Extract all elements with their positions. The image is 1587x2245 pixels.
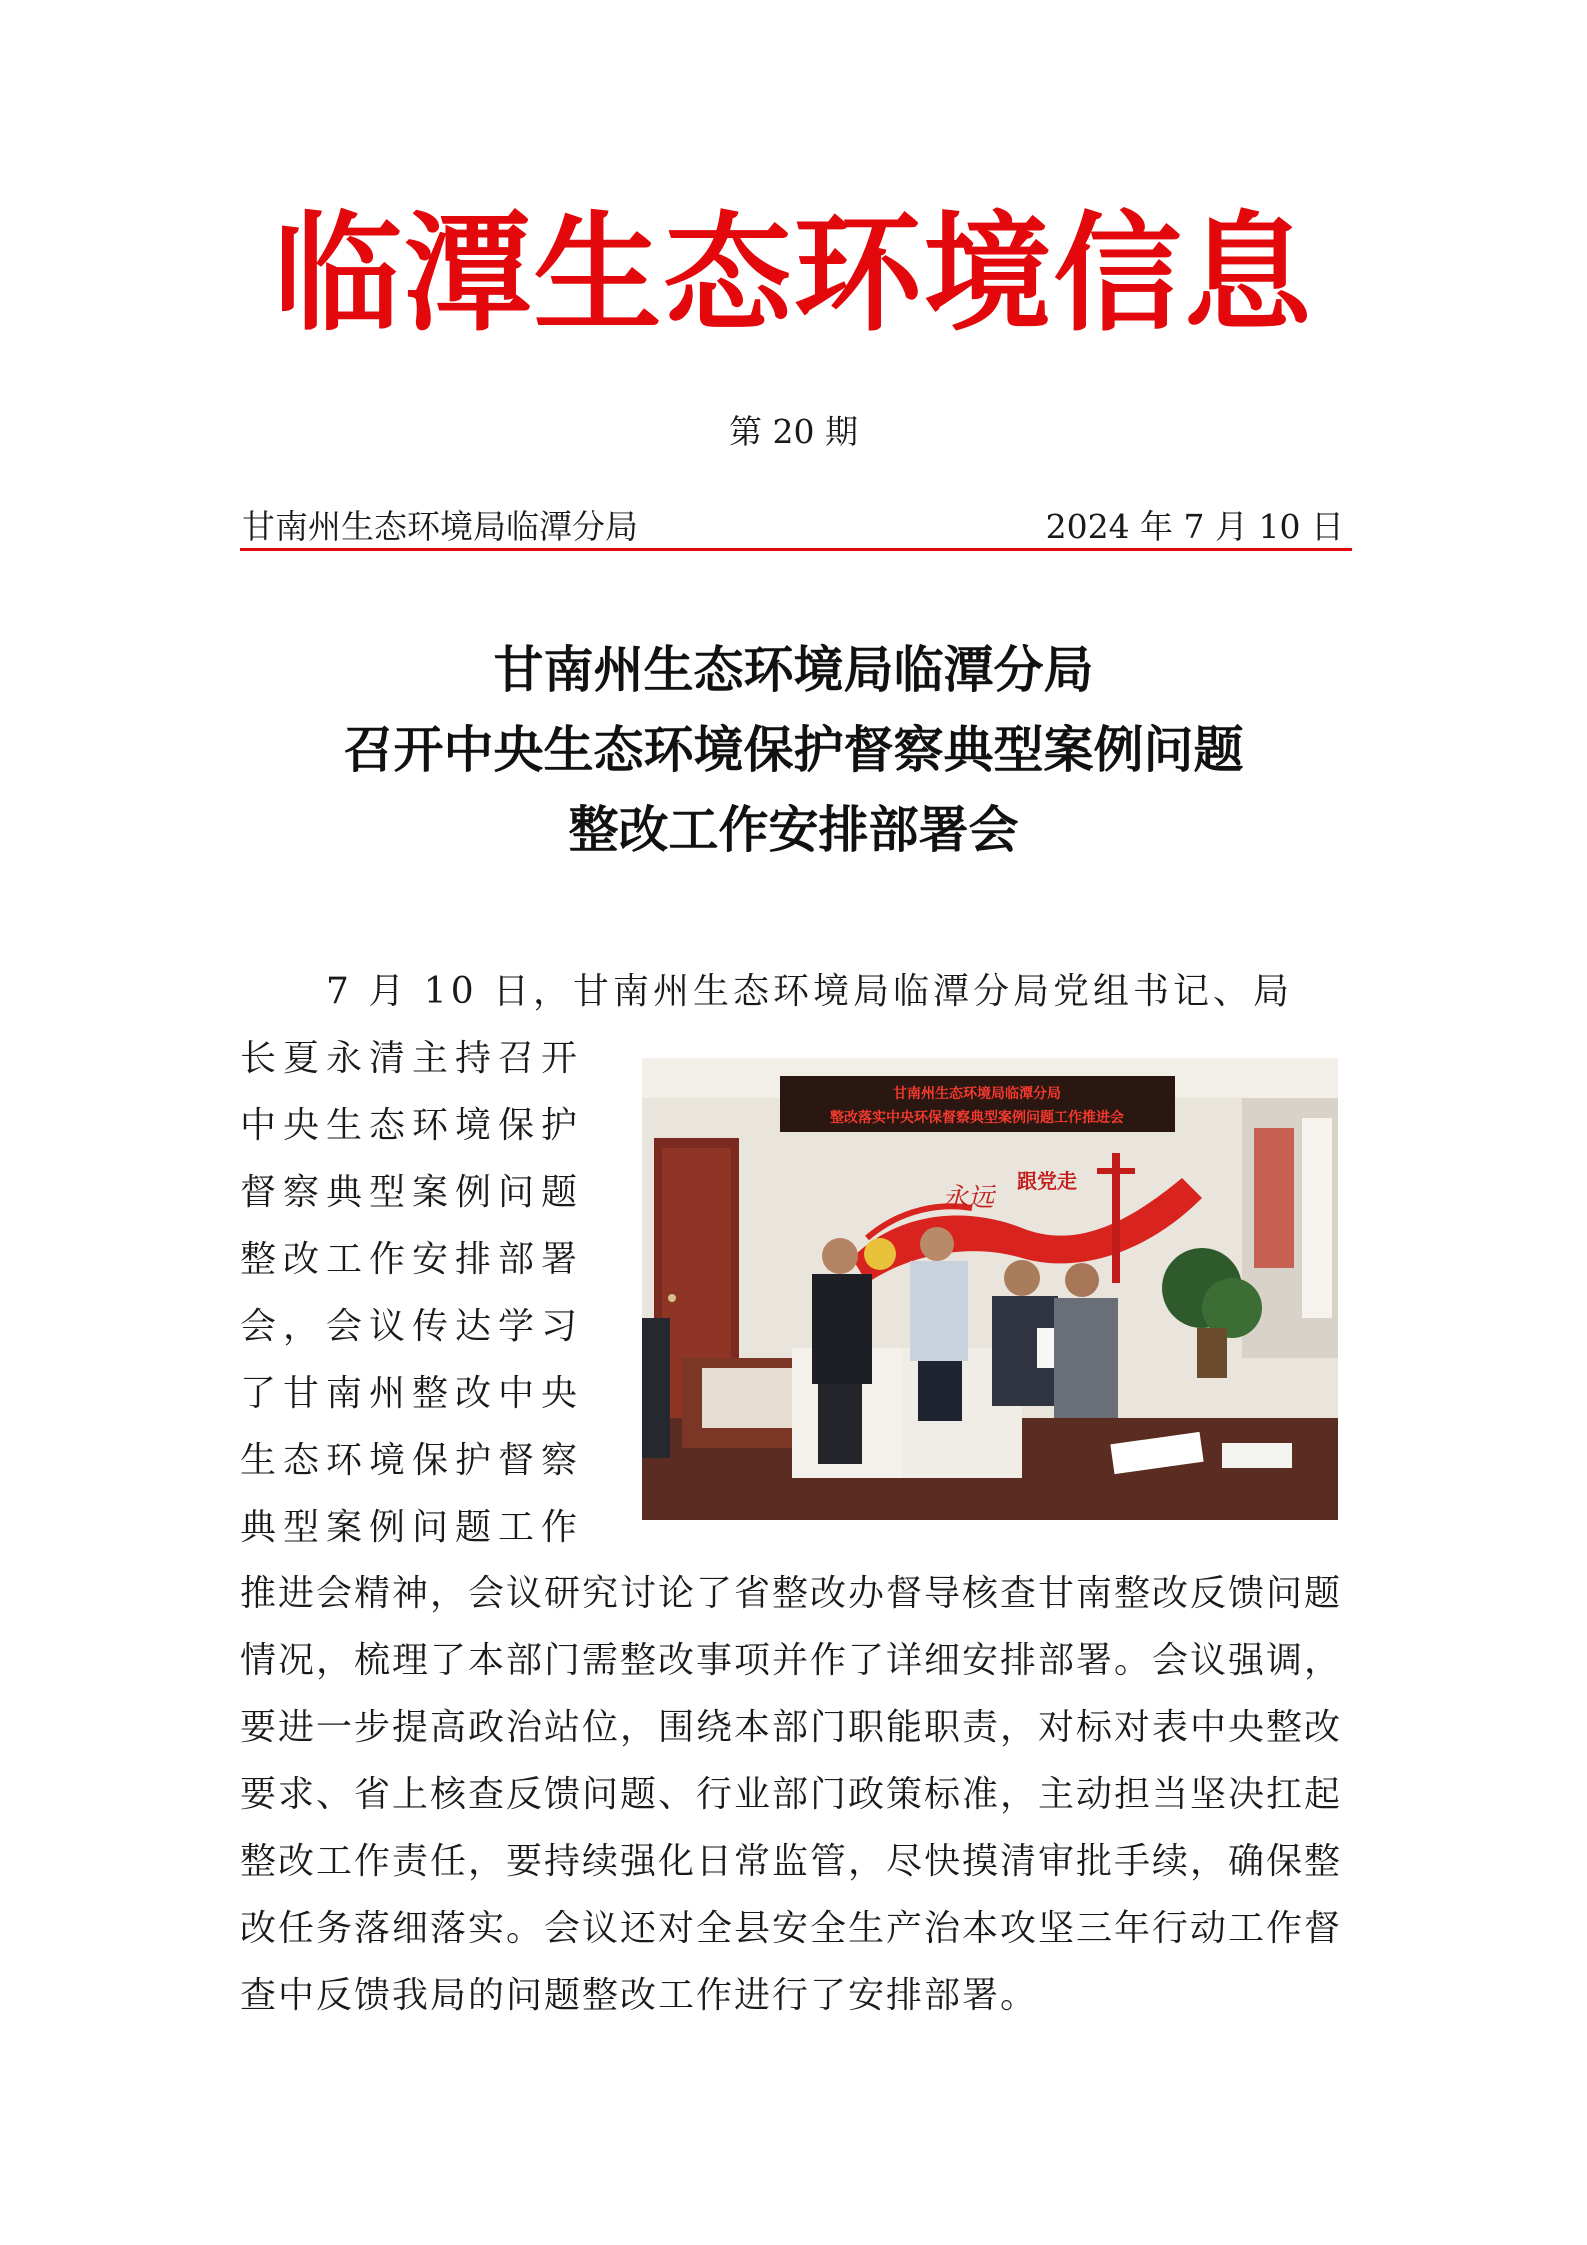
photo-banner-line-1: 甘南州生态环境局临潭分局 [893,1086,1061,1102]
publisher-org: 甘南州生态环境局临潭分局 [242,507,638,546]
article-wrapped-column [240,1025,620,1561]
publication-header [240,505,1350,549]
photo-slogan-yongyuan: 永远 [942,1183,995,1213]
headline-line-1: 甘南州生态环境局临潭分局 [493,641,1094,699]
article-body-rest: 推进会精神，会议研究讨论了省整改办督导核查甘南整改反馈问题情况，梳理了本部门需整改事项并作了详细安排部署。会议强调，要进一步提高政治站位，围绕本部门职能职责，对标对表中央整改要求、省上核查反馈问题、行业部门政策标准，主动担当坚决扛起整改工作责任，要持续强化日常监管，尽快摸清审批手续，确保整改任务落细落实。会议还对全县安全生产治本攻坚三年行动工作督查中反馈我局的问题整改工作进行了安排部署。 [240,1573,1343,2016]
article-headline [0,630,1587,870]
article-lead-line: 7 月 10 日，甘南州生态环境局临潭分局党组书记、局 [326,971,1294,1012]
column-line: 了甘南州整改中央 [240,1373,585,1414]
headline-line-2: 召开中央生态环境保护督察典型案例问题 [343,721,1244,779]
header-divider [240,548,1352,551]
publication-date: 2024 年 7 月 10 日 [1045,507,1344,546]
photo-banner-line-2: 整改落实中央环保督察典型案例问题工作推进会 [830,1110,1124,1126]
column-line: 会，会议传达学习 [240,1306,585,1347]
photo-slogan-gendangzou: 跟党走 [1017,1169,1077,1193]
column-line: 生态环境保护督察 [240,1440,585,1481]
meeting-photo [642,1058,1338,1520]
column-line: 长夏永清主持召开 [240,1038,585,1079]
column-line: 中央生态环境保护 [240,1105,585,1146]
issue-number: 第 20 期 [729,412,858,451]
masthead-title: 临潭生态环境信息 [273,200,1314,349]
headline-line-3: 整改工作安排部署会 [568,801,1019,859]
column-line: 整改工作安排部署 [240,1239,585,1280]
column-line: 典型案例问题工作 [240,1507,585,1548]
column-line: 督察典型案例问题 [240,1172,585,1213]
